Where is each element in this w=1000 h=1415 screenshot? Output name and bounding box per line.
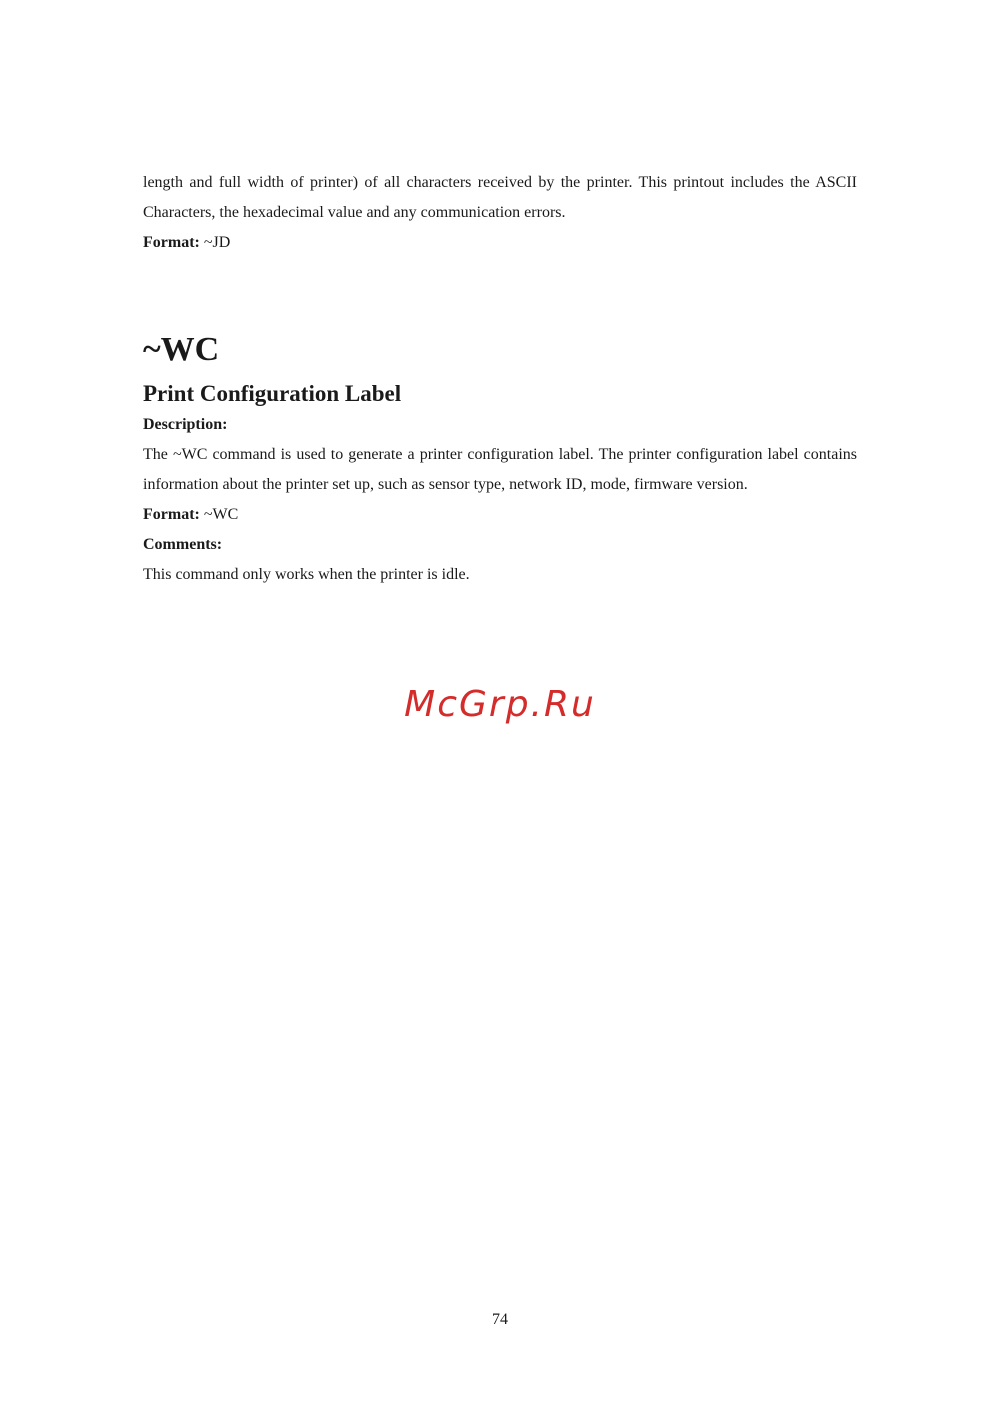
jd-format-line	[143, 228, 857, 258]
page-number: 74	[492, 1311, 508, 1328]
wc-format-label: Format:	[143, 506, 200, 523]
jd-format-label: Format:	[143, 234, 200, 251]
jd-continuation-paragraph: length and full width of printer) of all characters received by the printer. This printout includes the ASCII Characters, the hexadecimal value and any communication errors.	[143, 174, 857, 221]
page-content	[143, 168, 857, 583]
comments-heading: Comments:	[143, 536, 223, 553]
description-paragraph: The ~WC command is used to generate a printer configuration label. The printer configuration label contains information about the printer set up, such as sensor type, network ID, mode, firmware version.	[143, 446, 857, 493]
comments-text: This command only works when the printer is idle.	[143, 566, 470, 583]
command-title: ~WC	[143, 331, 220, 368]
jd-format-value: ~JD	[199, 234, 231, 251]
watermark-text: McGrp.Ru	[404, 684, 596, 725]
wc-format-line	[143, 500, 857, 530]
wc-section	[143, 410, 857, 590]
command-subtitle: Print Configuration Label	[143, 381, 402, 406]
wc-format-value: ~WC	[199, 506, 239, 523]
description-heading: Description:	[143, 416, 228, 433]
